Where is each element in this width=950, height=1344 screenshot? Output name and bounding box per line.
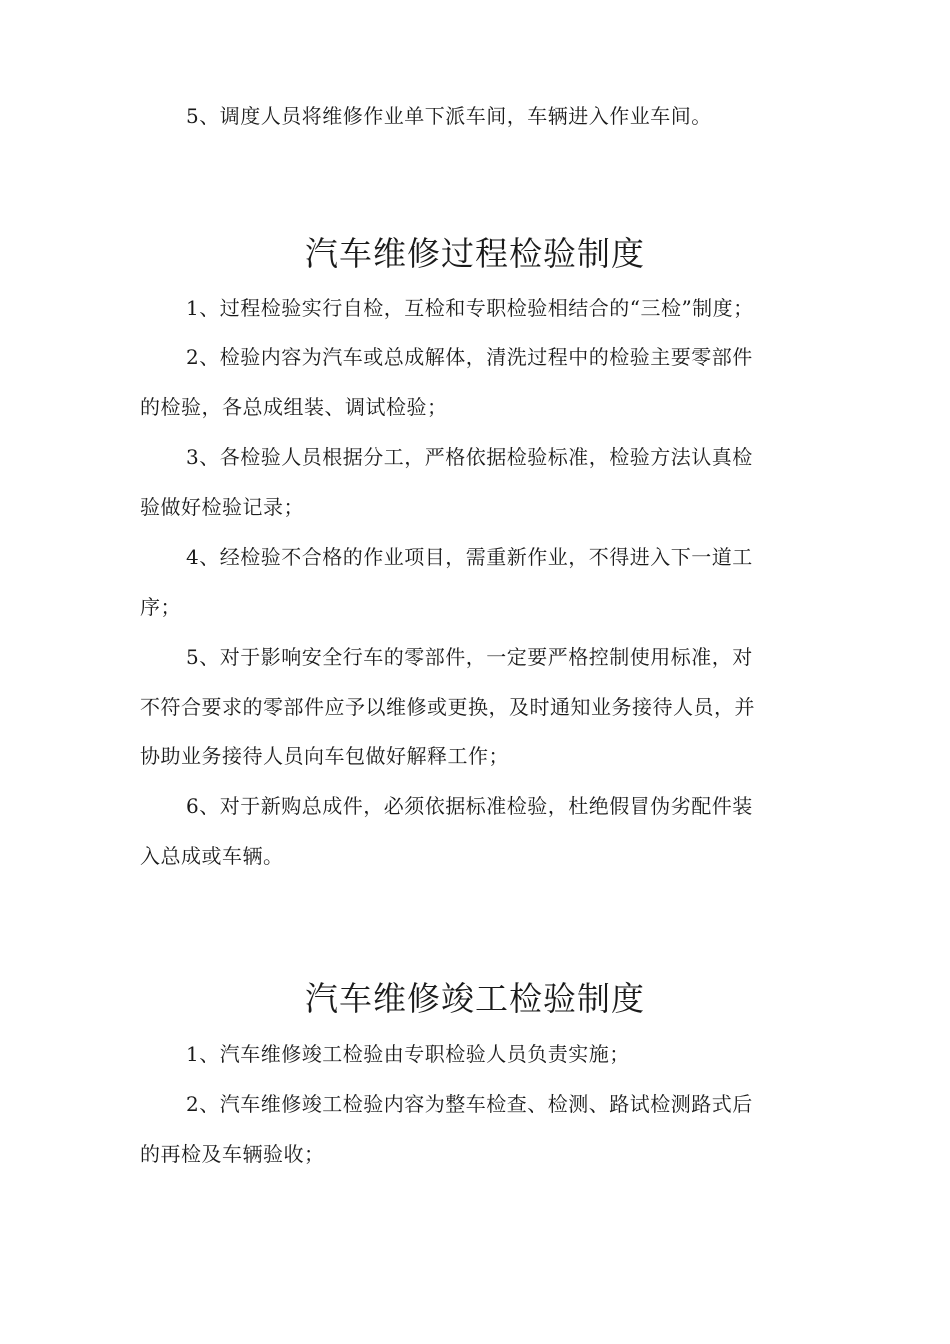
process-item-2-line-2: 的检验，各总成组装、调试检验； — [140, 395, 448, 419]
process-item-5-line-1: 5、对于影响安全行车的零部件，一定要严格控制使用标准，对 — [186, 645, 753, 669]
process-item-3-line-2: 验做好检验记录； — [140, 495, 304, 519]
completion-item-2-line-1: 2、汽车维修竣工检验内容为整车检查、检测、路试检测路式后 — [186, 1092, 753, 1116]
process-item-6-line-2: 入总成或车辆。 — [140, 844, 284, 868]
process-item-4-line-2: 序； — [140, 595, 181, 619]
completion-item-2-line-2: 的再检及车辆验收； — [140, 1142, 325, 1166]
section-title-completion-inspection: 汽车维修竣工检验制度 — [305, 979, 645, 1018]
process-item-5-line-2: 不符合要求的零部件应予以维修或更换，及时通知业务接待人员，并 — [140, 695, 755, 719]
process-item-4-line-1: 4、经检验不合格的作业项目，需重新作业，不得进入下一道工 — [186, 545, 753, 569]
section-title-process-inspection: 汽车维修过程检验制度 — [305, 234, 645, 273]
process-item-2-line-1: 2、检验内容为汽车或总成解体，清洗过程中的检验主要零部件 — [186, 345, 753, 369]
completion-item-1: 1、汽车维修竣工检验由专职检验人员负责实施； — [186, 1042, 630, 1066]
process-item-6-line-1: 6、对于新购总成件，必须依据标准检验，杜绝假冒伪劣配件装 — [186, 794, 753, 818]
process-item-1: 1、过程检验实行自检，互检和专职检验相结合的“三检”制度； — [186, 296, 754, 320]
process-item-5-line-3: 协助业务接待人员向车包做好解释工作； — [140, 744, 509, 768]
process-item-3-line-1: 3、各检验人员根据分工，严格依据检验标准，检验方法认真检 — [186, 445, 753, 469]
intro-item-5: 5、调度人员将维修作业单下派车间，车辆进入作业车间。 — [186, 104, 712, 128]
